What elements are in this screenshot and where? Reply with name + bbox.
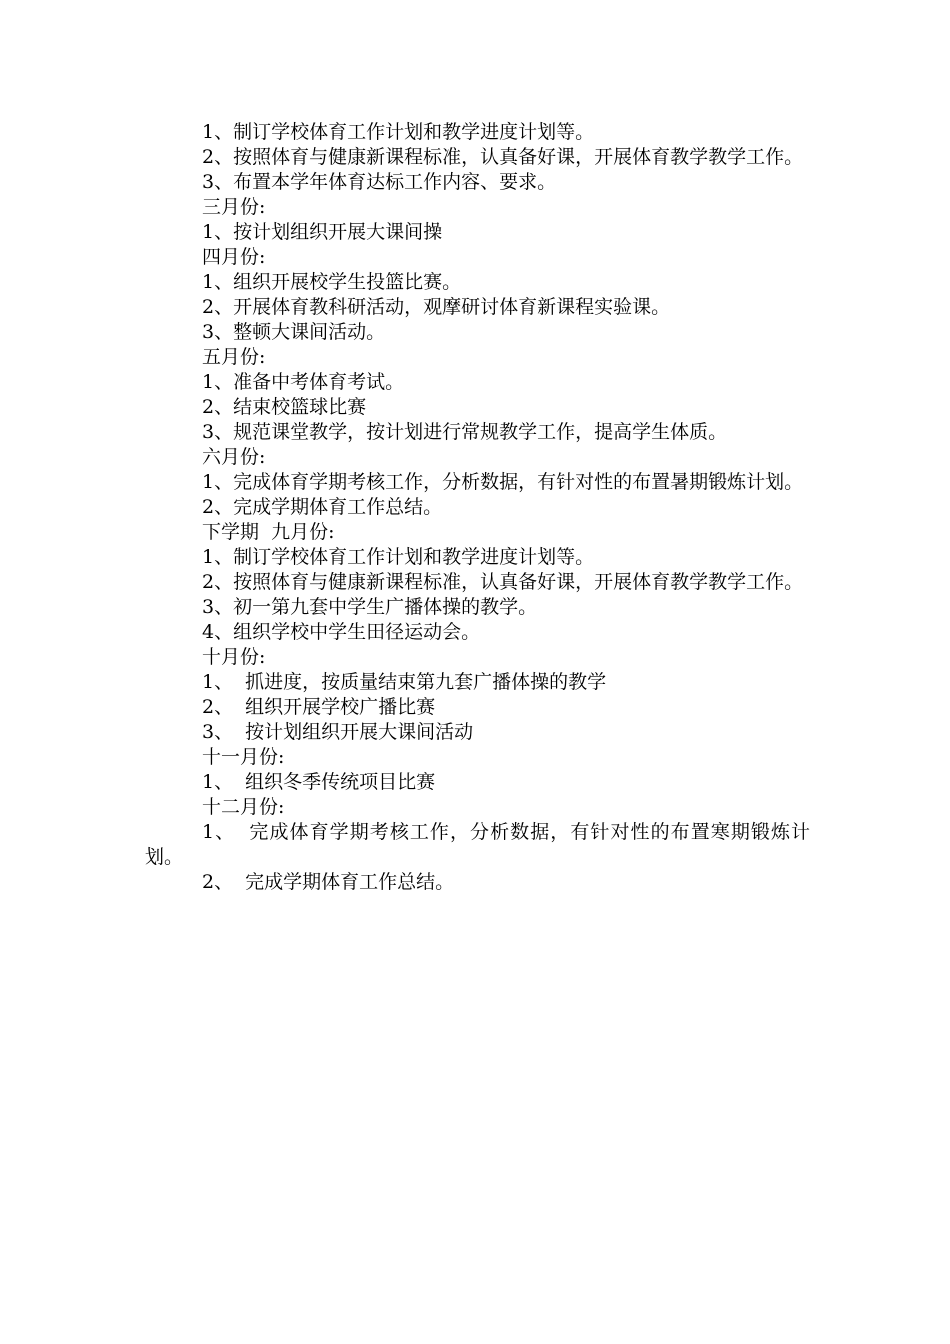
paragraph: 1、 组织冬季传统项目比赛 bbox=[202, 771, 436, 793]
paragraph: 3、布置本学年体育达标工作内容、要求。 bbox=[202, 171, 557, 193]
section-heading: 十月份: bbox=[202, 646, 266, 668]
paragraph: 1、制订学校体育工作计划和教学进度计划等。 bbox=[202, 546, 595, 568]
section-heading: 五月份: bbox=[202, 346, 266, 368]
document-body bbox=[145, 120, 810, 895]
paragraph: 2、完成学期体育工作总结。 bbox=[202, 496, 443, 518]
paragraph: 3、初一第九套中学生广播体操的教学。 bbox=[202, 596, 538, 618]
paragraph: 1、 抓进度，按质量结束第九套广播体操的教学 bbox=[202, 671, 607, 693]
section-heading: 十二月份: bbox=[202, 796, 285, 818]
paragraph: 1、制订学校体育工作计划和教学进度计划等。 bbox=[202, 121, 595, 143]
paragraph: 4、组织学校中学生田径运动会。 bbox=[202, 621, 481, 643]
paragraph: 2、按照体育与健康新课程标准，认真备好课，开展体育教学教学工作。 bbox=[202, 571, 804, 593]
paragraph: 1、 完成体育学期考核工作，分析数据，有针对性的布置寒期锻炼计划。 bbox=[145, 821, 810, 868]
paragraph: 2、开展体育教科研活动，观摩研讨体育新课程实验课。 bbox=[202, 296, 671, 318]
paragraph: 3、 按计划组织开展大课间活动 bbox=[202, 721, 474, 743]
paragraph: 3、整顿大课间活动。 bbox=[202, 321, 386, 343]
paragraph: 3、规范课堂教学，按计划进行常规教学工作，提高学生体质。 bbox=[202, 421, 728, 443]
section-heading: 三月份: bbox=[202, 196, 266, 218]
section-heading: 十一月份: bbox=[202, 746, 285, 768]
section-heading: 四月份: bbox=[202, 246, 266, 268]
paragraph: 1、准备中考体育考试。 bbox=[202, 371, 405, 393]
section-heading: 六月份: bbox=[202, 446, 266, 468]
paragraph: 1、完成体育学期考核工作，分析数据，有针对性的布置暑期锻炼计划。 bbox=[202, 471, 804, 493]
paragraph: 1、组织开展校学生投篮比赛。 bbox=[202, 271, 462, 293]
paragraph: 1、按计划组织开展大课间操 bbox=[202, 221, 443, 243]
paragraph: 2、按照体育与健康新课程标准，认真备好课，开展体育教学教学工作。 bbox=[202, 146, 804, 168]
paragraph: 2、 组织开展学校广播比赛 bbox=[202, 696, 436, 718]
paragraph: 2、 完成学期体育工作总结。 bbox=[202, 871, 455, 893]
section-heading: 下学期 九月份: bbox=[202, 521, 335, 543]
paragraph: 2、结束校篮球比赛 bbox=[202, 396, 367, 418]
